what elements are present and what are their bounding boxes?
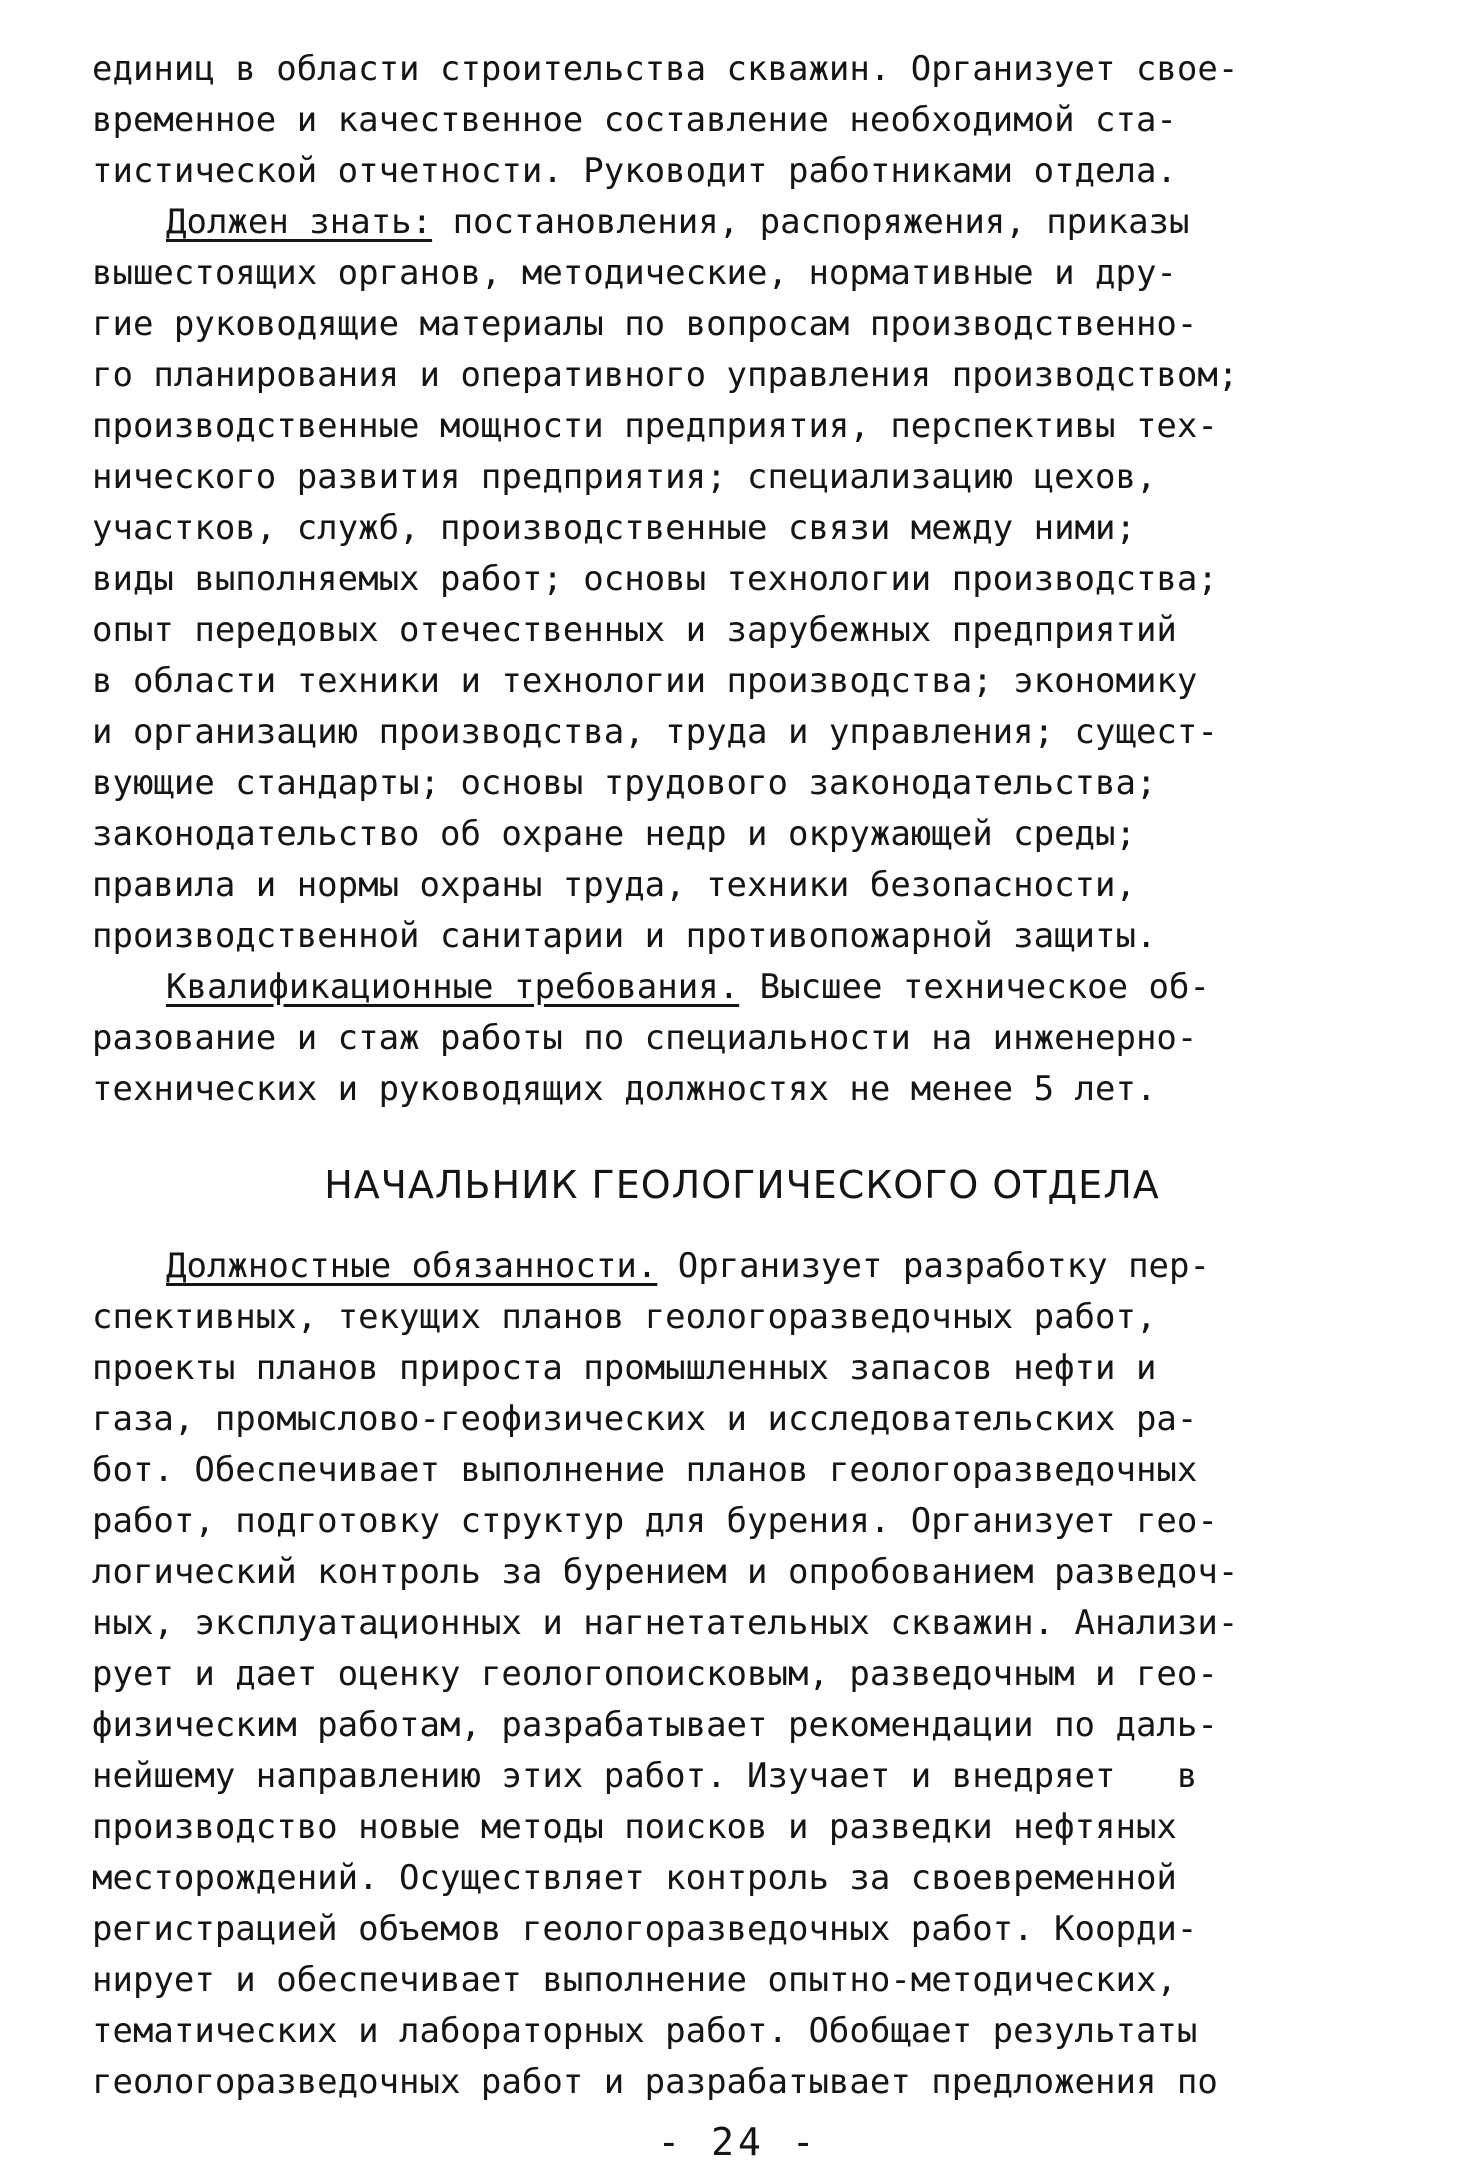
- text-line: ных, эксплуатационных и нагнетательных скважин. Анализи-: [92, 1603, 1239, 1643]
- text-line: физическим работам, разрабатывает рекомендации по даль-: [92, 1705, 1218, 1745]
- paragraph-duties: [92, 1241, 1412, 2108]
- text-line: правила и нормы охраны труда, техники безопасности,: [92, 865, 1136, 905]
- text-line: спективных, текущих планов геологоразведочных работ,: [92, 1297, 1157, 1337]
- text-line: газа, промыслово-геофизических и исследовательских ра-: [92, 1399, 1198, 1439]
- text-line: технических и руководящих должностях не менее 5 лет.: [92, 1069, 1157, 1109]
- text-line: [92, 962, 1412, 1013]
- text-line: производство новые методы поисков и разведки нефтяных: [92, 1807, 1177, 1847]
- text-line: логический контроль за бурением и опробованием разведоч-: [92, 1552, 1239, 1592]
- text-line: проекты планов прироста промышленных запасов нефти и: [92, 1348, 1157, 1388]
- paragraph-qualifications: [92, 962, 1412, 1115]
- section-heading: НАЧАЛЬНИК ГЕОЛОГИЧЕСКОГО ОТДЕЛА: [324, 1163, 1160, 1207]
- paragraph-continuation: [92, 44, 1412, 197]
- section-label: Должностные обязанности.: [166, 1246, 658, 1286]
- text-line: виды выполняемых работ; основы технологии производства;: [92, 559, 1218, 599]
- text-line: разование и стаж работы по специальности на инженерно-: [92, 1018, 1198, 1058]
- text-line: вышестоящих органов, методические, нормативные и дру-: [92, 253, 1177, 293]
- text-line: в области техники и технологии производства; экономику: [92, 661, 1198, 701]
- section-label: Должен знать:: [166, 202, 433, 242]
- text-run: Организует разработку пер-: [657, 1246, 1210, 1286]
- text-line: регистрацией объемов геологоразведочных работ. Коорди-: [92, 1909, 1198, 1949]
- text-run: постановления, распоряжения, приказы: [432, 202, 1190, 242]
- text-line: законодательство об охране недр и окружающей среды;: [92, 814, 1136, 854]
- text-line: месторождений. Осуществляет контроль за своевременной: [92, 1858, 1177, 1898]
- text-line: го планирования и оперативного управления производством;: [92, 355, 1239, 395]
- text-line: геологоразведочных работ и разрабатывает предложения по: [92, 2062, 1218, 2102]
- text-line: нического развития предприятия; специализацию цехов,: [92, 457, 1157, 497]
- text-line: тистической отчетности. Руководит работниками отдела.: [92, 151, 1177, 191]
- text-line: участков, служб, производственные связи между ними;: [92, 508, 1136, 548]
- paragraph-must-know: [92, 197, 1412, 962]
- text-line: производственной санитарии и противопожарной защиты.: [92, 916, 1157, 956]
- text-line: и организацию производства, труда и управления; сущест-: [92, 712, 1218, 752]
- text-line: временное и качественное составление необходимой ста-: [92, 100, 1177, 140]
- text-line: бот. Обеспечивает выполнение планов геологоразведочных: [92, 1450, 1198, 1490]
- text-line: рует и дает оценку геологопоисковым, разведочным и гео-: [92, 1654, 1218, 1694]
- text-run: Высшее техническое об-: [739, 967, 1210, 1007]
- text-line: вующие стандарты; основы трудового законодательства;: [92, 763, 1157, 803]
- text-line: [92, 1241, 1412, 1292]
- text-line: работ, подготовку структур для бурения. Организует гео-: [92, 1501, 1218, 1541]
- text-line: единиц в области строительства скважин. Организует свое-: [92, 49, 1239, 89]
- text-line: нейшему направлению этих работ. Изучает и внедряет в: [92, 1756, 1198, 1796]
- text-line: нирует и обеспечивает выполнение опытно-методических,: [92, 1960, 1177, 2000]
- text-line: [92, 197, 1412, 248]
- text-line: опыт передовых отечественных и зарубежных предприятий: [92, 610, 1177, 650]
- page-number: - 24 -: [657, 2120, 819, 2164]
- text-line: производственные мощности предприятия, перспективы тех-: [92, 406, 1218, 446]
- page-body: [92, 44, 1412, 2108]
- section-label: Квалификационные требования.: [166, 967, 740, 1007]
- text-line: тематических и лабораторных работ. Обобщает результаты: [92, 2011, 1198, 2051]
- text-line: гие руководящие материалы по вопросам производственно-: [92, 304, 1198, 344]
